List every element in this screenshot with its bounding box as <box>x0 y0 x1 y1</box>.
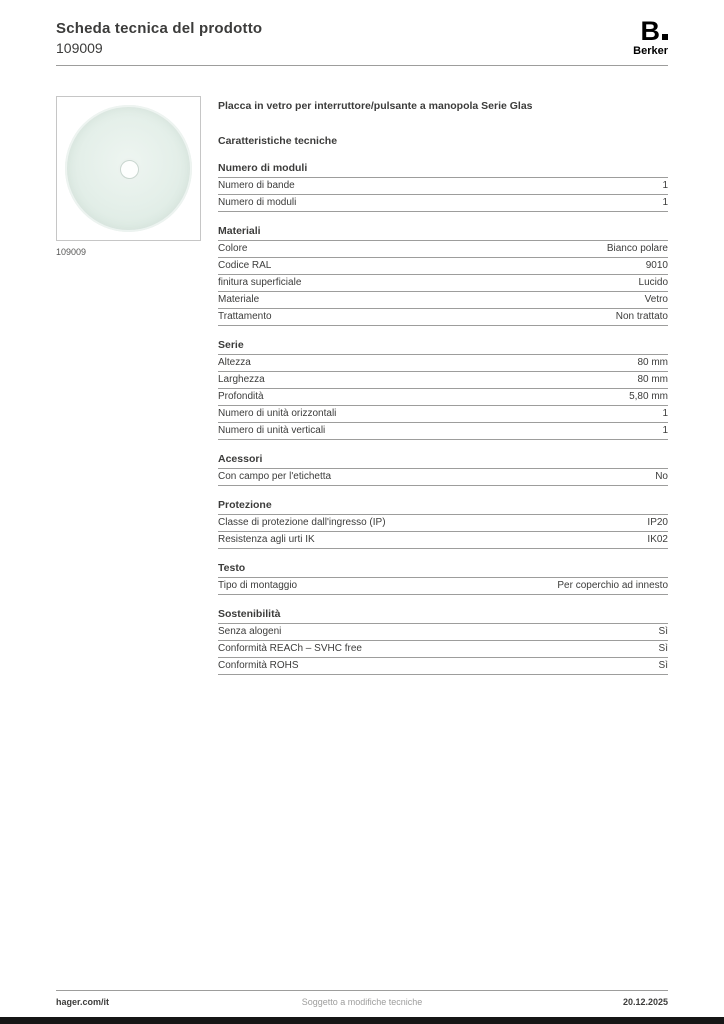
spec-label: Tipo di montaggio <box>218 580 298 591</box>
spec-label: Altezza <box>218 357 251 368</box>
spec-label: Colore <box>218 243 248 254</box>
spec-value: 9010 <box>645 260 668 271</box>
spec-value: Bianco polare <box>606 243 668 254</box>
spec-value: 1 <box>662 197 668 208</box>
spec-row <box>218 275 668 292</box>
spec-label: Codice RAL <box>218 260 272 271</box>
brand-name: Berker <box>633 45 668 57</box>
spec-row <box>218 372 668 389</box>
section-title: Testo <box>218 560 668 578</box>
spec-value: 1 <box>662 425 668 436</box>
footer <box>56 990 668 1008</box>
spec-row <box>218 355 668 372</box>
spec-value: IP20 <box>647 517 668 528</box>
product-image-column <box>56 96 201 686</box>
spec-label: Profondità <box>218 391 264 402</box>
spec-value: Sì <box>658 643 668 654</box>
spec-value: Sì <box>658 660 668 671</box>
spec-value: Non trattato <box>615 311 668 322</box>
footer-date: 20.12.2025 <box>622 997 668 1007</box>
spec-row <box>218 578 668 595</box>
header-text <box>56 20 262 56</box>
page-title: Scheda tecnica del prodotto <box>56 20 263 37</box>
bottom-page-edge <box>0 1017 724 1024</box>
spec-section-protezione <box>218 497 668 549</box>
spec-label: Numero di unità verticali <box>218 425 326 436</box>
plate-center-hole <box>120 160 139 179</box>
spec-value: Sì <box>658 626 668 637</box>
spec-row <box>218 469 668 486</box>
product-image-frame <box>56 96 201 241</box>
spec-row <box>218 658 668 675</box>
brand-letter: B <box>640 16 660 46</box>
spec-section-testo <box>218 560 668 595</box>
spec-value: 80 mm <box>637 374 668 385</box>
spec-row <box>218 406 668 423</box>
spec-row <box>218 241 668 258</box>
image-caption: 109009 <box>56 247 87 257</box>
spec-row <box>218 389 668 406</box>
spec-value: 1 <box>662 408 668 419</box>
spec-section-materiali <box>218 223 668 326</box>
brand-mark <box>633 18 668 44</box>
product-description: Placca in vetro per interruttore/pulsante a manopola Serie Glas <box>218 100 533 112</box>
product-number: 109009 <box>56 40 103 56</box>
spec-value: IK02 <box>647 534 668 545</box>
spec-row <box>218 309 668 326</box>
section-title: Protezione <box>218 497 668 515</box>
spec-label: Conformità REACh – SVHC free <box>218 643 362 654</box>
spec-row <box>218 624 668 641</box>
spec-value: 1 <box>662 180 668 191</box>
header <box>0 0 724 57</box>
section-title: Materiali <box>218 223 668 241</box>
spec-value: Lucido <box>638 277 668 288</box>
spec-label: Classe di protezione dall'ingresso (IP) <box>218 517 386 528</box>
spec-section-accessori <box>218 451 668 486</box>
section-title: Acessori <box>218 451 668 469</box>
spec-label: Numero di bande <box>218 180 295 191</box>
spec-section-moduli <box>218 160 668 212</box>
spec-row <box>218 641 668 658</box>
spec-label: Materiale <box>218 294 260 305</box>
main-content <box>0 66 724 686</box>
section-title: Sostenibilità <box>218 606 668 624</box>
brand-square-dot-icon <box>662 34 668 40</box>
spec-label: Larghezza <box>218 374 265 385</box>
footer-website-link[interactable]: hager.com/it <box>56 997 110 1007</box>
footer-disclaimer: Soggetto a modifiche tecniche <box>301 997 423 1007</box>
spec-value: Vetro <box>644 294 668 305</box>
spec-label: Numero di moduli <box>218 197 297 208</box>
section-title: Numero di moduli <box>218 160 668 178</box>
spec-label: Senza alogeni <box>218 626 282 637</box>
spec-label: finitura superficiale <box>218 277 302 288</box>
spec-row <box>218 532 668 549</box>
spec-section-sostenibilita <box>218 606 668 675</box>
details-column <box>218 96 668 686</box>
spec-label: Numero di unità orizzontali <box>218 408 337 419</box>
berker-logo <box>633 18 668 57</box>
spec-row <box>218 423 668 440</box>
spec-value: 5,80 mm <box>629 391 668 402</box>
section-title: Serie <box>218 337 668 355</box>
characteristics-title: Caratteristiche tecniche <box>218 135 338 147</box>
spec-row <box>218 178 668 195</box>
spec-value: No <box>655 471 668 482</box>
footer-divider <box>56 990 668 991</box>
spec-section-serie <box>218 337 668 440</box>
glass-plate-image <box>65 105 192 232</box>
spec-label: Trattamento <box>218 311 272 322</box>
spec-value: Per coperchio ad innesto <box>557 580 668 591</box>
spec-label: Resistenza agli urti IK <box>218 534 315 545</box>
spec-row <box>218 515 668 532</box>
footer-row <box>56 997 668 1008</box>
spec-row <box>218 195 668 212</box>
spec-row <box>218 292 668 309</box>
spec-label: Con campo per l'etichetta <box>218 471 332 482</box>
spec-row <box>218 258 668 275</box>
spec-label: Conformità ROHS <box>218 660 299 671</box>
spec-value: 80 mm <box>637 357 668 368</box>
